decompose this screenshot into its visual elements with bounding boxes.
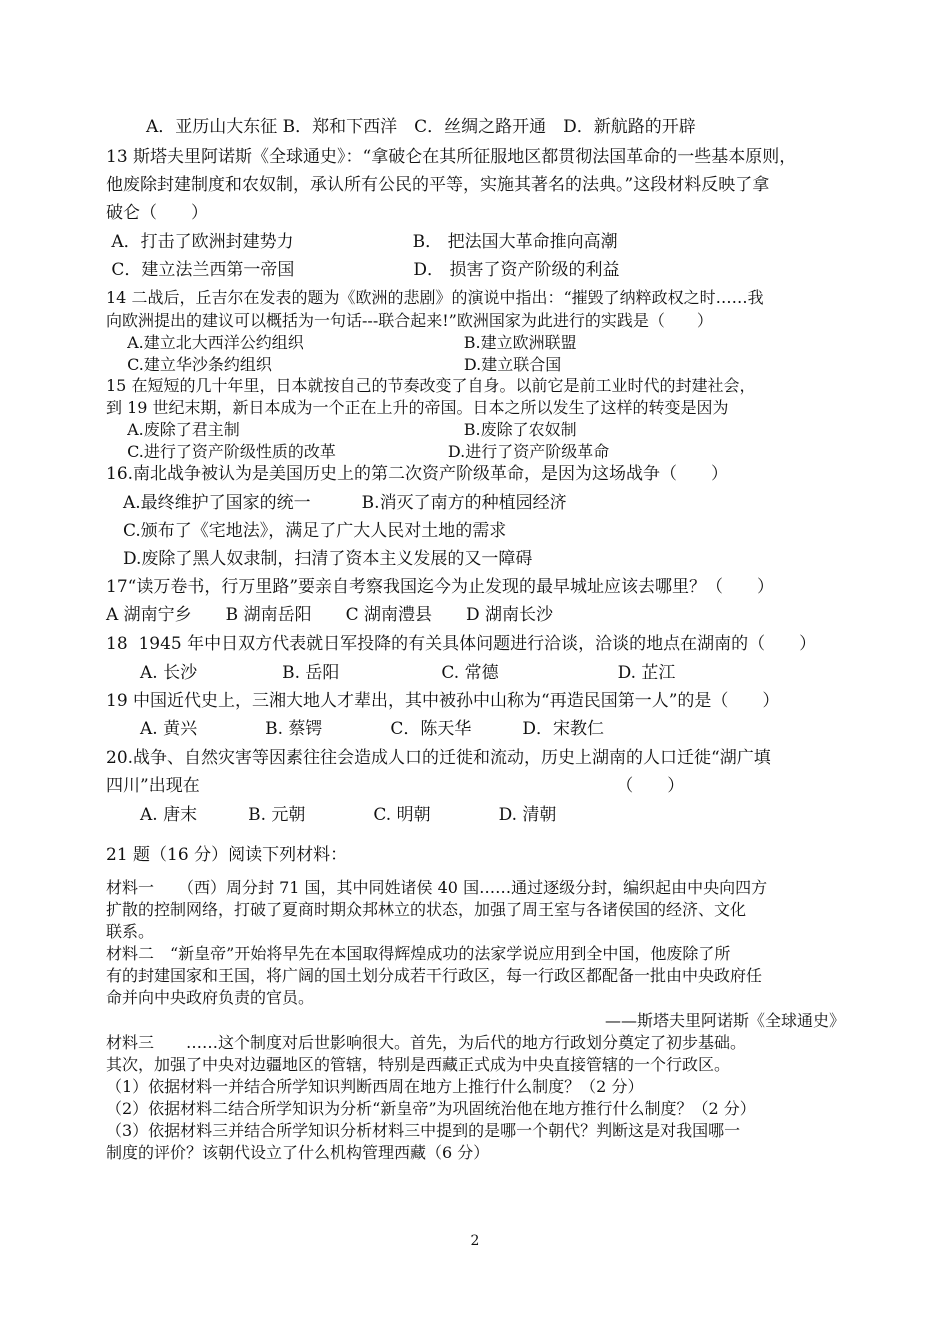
q15-options-ab: A.废除了君主制 B.废除了农奴制 — [106, 420, 577, 439]
q16-option-c: C.颁布了《宅地法》，满足了广大人民对土地的需求 — [106, 521, 507, 541]
q13-stem-line1: 13 斯塔夫里阿诺斯《全球通史》：“拿破仑在其所征服地区都贯彻法国革命的一些基本原则， — [106, 147, 797, 167]
q19-options: A. 黄兴 B. 蔡锷 C．陈天华 D．宋教仁 — [106, 719, 605, 739]
material2-line1: 材料二 “新皇帝”开始将早先在本国取得辉煌成功的法家学说应用到全中国，他废除了所 — [106, 944, 731, 963]
material2-line3: 命并向中央政府负责的官员。 — [106, 988, 315, 1007]
q13-stem-line3: 破仑（ ） — [106, 203, 208, 223]
q14-stem-line1: 14 二战后，丘吉尔在发表的题为《欧洲的悲剧》的演说中指出：“摧毁了纳粹政权之时……我 — [106, 288, 764, 307]
q17-stem: 17“读万卷书，行万里路”要亲自考察我国迄今为止发现的最早城址应该去哪里？（ ） — [106, 577, 775, 597]
q16-option-d: D.废除了黑人奴隶制，扫清了资本主义发展的又一障碍 — [106, 549, 533, 569]
q13-stem-line2: 他废除封建制度和农奴制，承认所有公民的平等，实施其著名的法典。”这段材料反映了拿 — [106, 175, 770, 195]
q20-stem-line1: 20.战争、自然灾害等因素往往会造成人口的迁徙和流动，历史上湖南的人口迁徙“湖广填 — [106, 748, 771, 768]
material3-line2: 其次，加强了中央对边疆地区的管辖，特别是西藏正式成为中央直接管辖的一个行政区。 — [106, 1055, 731, 1074]
q21-sub3-line1: （3）依据材料三并结合所学知识分析材料三中提到的是哪一个朝代？判断这是对我国哪一 — [106, 1121, 741, 1140]
page-number: 2 — [470, 1233, 480, 1249]
q14-options-cd: C.建立华沙条约组织 D.建立联合国 — [106, 355, 562, 374]
material3-line1: 材料三 ……这个制度对后世影响很大。首先，为后代的地方行政划分奠定了初步基础。 — [106, 1033, 747, 1052]
q20-stem-line2: 四川”出现在 （ ） — [106, 776, 685, 796]
q15-stem-line2: 到 19 世纪末期，新日本成为一个正在上升的帝国。日本之所以发生了这样的转变是因为 — [106, 398, 729, 417]
q21-sub2: （2）依据材料二结合所学知识为分析“新皇帝”为巩固统治他在地方推行什么制度？（2 分） — [106, 1099, 756, 1118]
material1-line2: 扩散的控制网络，打破了夏商时期众邦林立的状态，加强了周王室与各诸侯国的经济、文化 — [106, 900, 747, 919]
q16-options-ab: A.最终维护了国家的统一 B.消灭了南方的种植园经济 — [106, 493, 567, 513]
q14-stem-line2: 向欧洲提出的建议可以概括为一句话---联合起来!”欧洲国家为此进行的实践是（ ） — [106, 311, 713, 330]
q21-heading: 21 题（16 分）阅读下列材料： — [106, 845, 348, 865]
material2-source: ——斯塔夫里阿诺斯《全球通史》 — [604, 1011, 845, 1030]
q18-stem: 18 1945 年中日双方代表就日军投降的有关具体问题进行洽谈，洽谈的地点在湖南的（ ） — [106, 634, 817, 654]
q17-options: A 湖南宁乡 B 湖南岳阳 C 湖南澧县 D 湖南长沙 — [106, 605, 554, 625]
material1-line1: 材料一 （西）周分封 71 国，其中同姓诸侯 40 国……通过逐级分封，编织起由中央向四方 — [106, 878, 768, 897]
material2-line2: 有的封建国家和王国，将广阔的国土划分成若干行政区，每一行政区都配备一批由中央政府任 — [106, 966, 763, 985]
q18-options: A. 长沙 B. 岳阳 C. 常德 D. 芷江 — [106, 663, 676, 683]
q15-stem-line1: 15 在短短的几十年里，日本就按自己的节奏改变了自身。以前它是前工业时代的封建社会， — [106, 376, 756, 395]
q19-stem: 19 中国近代史上，三湘大地人才辈出，其中被孙中山称为“再造民国第一人”的是（ ） — [106, 691, 780, 711]
q20-options: A. 唐末 B. 元朝 C. 明朝 D. 清朝 — [106, 805, 557, 825]
q13-options-ab: A．打击了欧洲封建势力 B． 把法国大革命推向高潮 — [106, 232, 618, 252]
q16-stem: 16.南北战争被认为是美国历史上的第二次资产阶级革命，是因为这场战争（ ） — [106, 464, 729, 484]
material1-line3: 联系。 — [106, 922, 155, 941]
q21-sub3-line2: 制度的评价？该朝代设立了什么机构管理西藏（6 分） — [106, 1143, 490, 1162]
q13-options-cd: C．建立法兰西第一帝国 D． 损害了资产阶级的利益 — [106, 260, 620, 280]
q21-sub1: （1）依据材料一并结合所学知识判断西周在地方上推行什么制度？（2 分） — [106, 1077, 644, 1096]
q15-options-cd: C.进行了资产阶级性质的改革 D.进行了资产阶级革命 — [106, 442, 610, 461]
q14-options-ab: A.建立北大西洋公约组织 B.建立欧洲联盟 — [106, 333, 577, 352]
q12-options: A．亚历山大东征 B．郑和下西洋 C．丝绸之路开通 D．新航路的开辟 — [112, 117, 696, 137]
